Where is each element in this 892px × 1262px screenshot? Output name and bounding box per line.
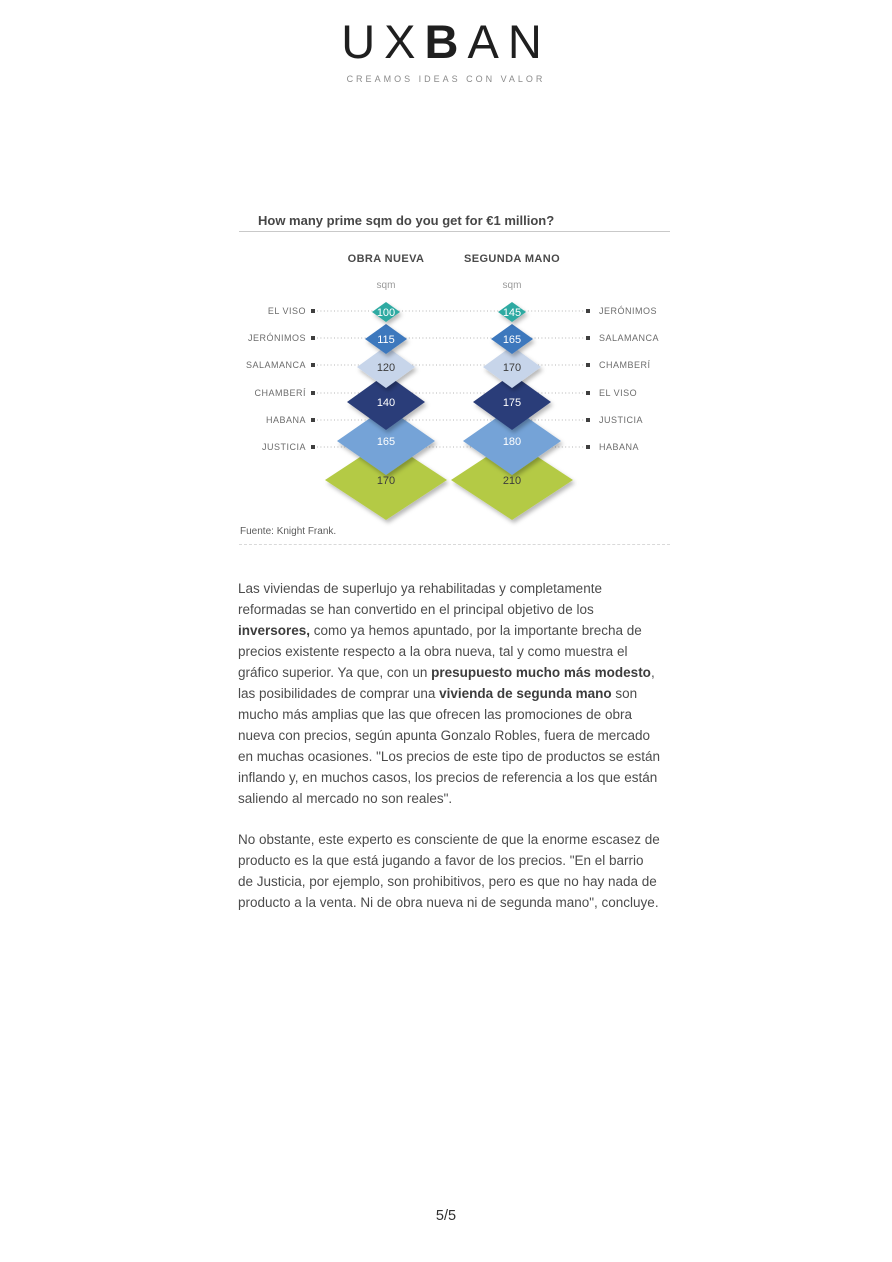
chart-title-rule <box>239 231 670 232</box>
column-header-segunda-mano: SEGUNDA MANO <box>463 253 561 265</box>
brand-tagline: CREAMOS IDEAS CON VALOR <box>346 74 546 84</box>
logo <box>0 15 892 84</box>
unit-label-obra-nueva: sqm <box>376 280 396 291</box>
article-paragraph: Las viviendas de superlujo ya rehabilitadas y completamente reformadas se han convertido en el principal objetivo de los inversores, como ya hemos apuntado, por la importante brecha de precios existente respecto a la obra nueva, tal y como muestra el gráfico superior. Ya que, con un presupuesto mucho más modesto, las posibilidades de comprar una vivienda de segunda mano son mucho más amplias que las que ofrecen las promociones de obra nueva con precios, según apunta Gonzalo Robles, fuera de mercado en muchas ocasiones. "Los precios de este tipo de productos se están inflando y, en muchos casos, los precios de referencia a los que están saliendo al mercado no son reales". <box>238 581 661 806</box>
row-marker-right <box>586 309 590 313</box>
diamond-value: 165 <box>502 334 522 346</box>
article-body <box>238 578 662 933</box>
district-label-right: JERÓNIMOS <box>599 306 658 316</box>
diamond-value: 165 <box>376 436 396 448</box>
district-label-right: JUSTICIA <box>599 415 644 425</box>
brand-wordmark <box>0 15 892 68</box>
district-label-left: HABANA <box>265 415 306 425</box>
chart-block <box>239 207 670 552</box>
district-label-right: CHAMBERÍ <box>599 360 651 370</box>
row-marker-right <box>586 391 590 395</box>
district-label-right: SALAMANCA <box>599 333 660 343</box>
row-marker-right <box>586 445 590 449</box>
chart-bottom-rule <box>239 544 670 545</box>
column-header-obra-nueva: OBRA NUEVA <box>347 253 425 265</box>
brand-thin-prefix: UX <box>341 15 425 68</box>
chart-generated-content <box>246 302 659 520</box>
diamond-value: 170 <box>376 475 396 487</box>
article-paragraph: No obstante, este experto es consciente de que la enorme escasez de producto es la que está jugando a favor de los precios. "En el barrio de Justicia, por ejemplo, son prohibitivos, pero es que no hay nada de producto a la venta. Ni de obra nueva ni de segunda mano", concluye. <box>238 832 660 910</box>
diamond-value: 175 <box>502 397 522 409</box>
district-label-left: SALAMANCA <box>245 360 306 370</box>
unit-label-segunda-mano: sqm <box>502 280 522 291</box>
page-number: 5/5 <box>435 1208 457 1224</box>
district-label-right: HABANA <box>599 442 640 452</box>
row-marker-left <box>311 336 315 340</box>
diamond-chart-svg <box>239 295 670 535</box>
diamond-value: 145 <box>502 307 522 319</box>
chart-title: How many prime sqm do you get for €1 million? <box>258 213 555 228</box>
brand-bold-letter: B <box>424 15 468 68</box>
brand-thin-suffix: AN <box>467 15 551 68</box>
district-label-right: EL VISO <box>599 388 638 398</box>
district-label-left: JERÓNIMOS <box>247 333 306 343</box>
district-label-left: CHAMBERÍ <box>254 388 306 398</box>
row-marker-right <box>586 418 590 422</box>
row-marker-left <box>311 309 315 313</box>
row-marker-right <box>586 336 590 340</box>
diamond-value: 180 <box>502 436 522 448</box>
diamond-value: 100 <box>376 307 396 319</box>
diamond-value: 115 <box>377 334 395 346</box>
diamond-value: 120 <box>376 362 396 374</box>
diamond-value: 210 <box>502 475 522 487</box>
district-label-left: EL VISO <box>267 306 306 316</box>
district-label-left: JUSTICIA <box>261 442 306 452</box>
row-marker-left <box>311 363 315 367</box>
row-marker-right <box>586 363 590 367</box>
row-marker-left <box>311 445 315 449</box>
chart-source: Fuente: Knight Frank. <box>240 526 337 537</box>
row-marker-left <box>311 391 315 395</box>
diamond-value: 140 <box>376 397 396 409</box>
row-marker-left <box>311 418 315 422</box>
diamond-value: 170 <box>502 362 522 374</box>
